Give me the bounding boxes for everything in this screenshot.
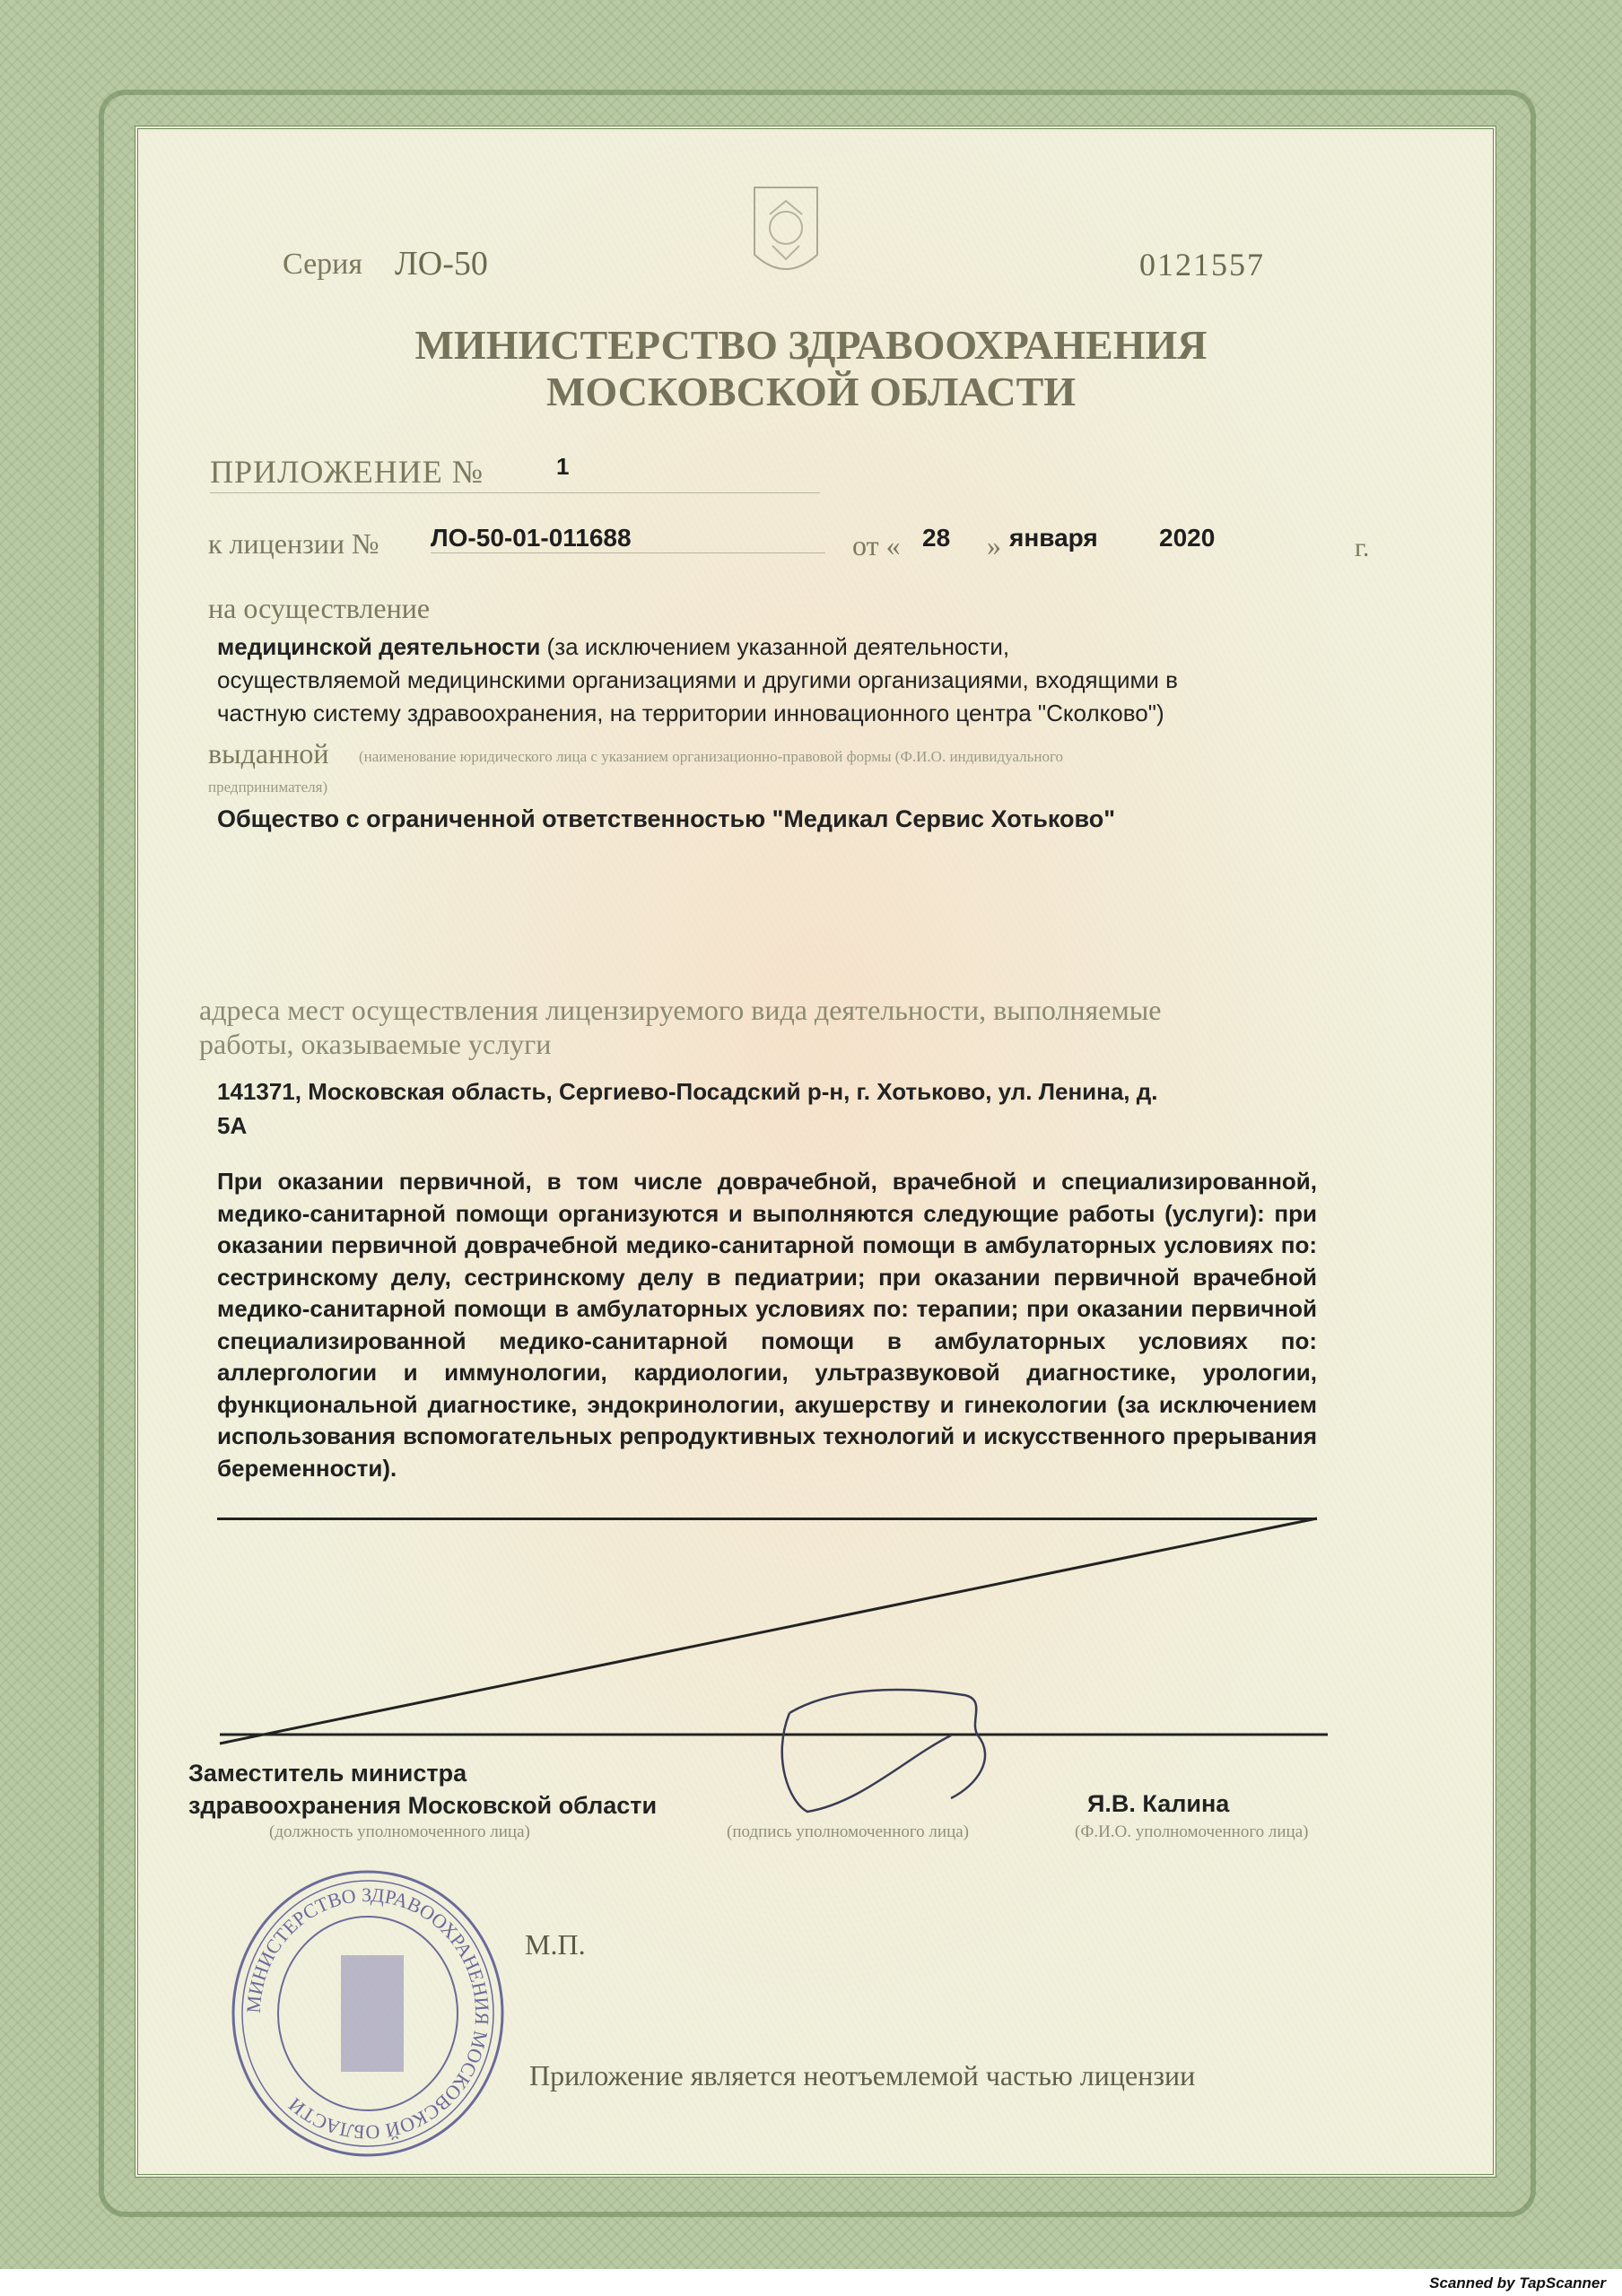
stamp-place-label: М.П. xyxy=(525,1928,586,1961)
series-label: Серия xyxy=(283,248,363,281)
ministry-title-line1: МИНИСТЕРСТВО ЗДРАВООХРАНЕНИЯ xyxy=(414,322,1208,368)
addresses-label-line2: работы, оказываемые услуги xyxy=(199,1028,552,1060)
activity-bold: медицинской деятельности xyxy=(217,633,541,660)
activity-line1: (за исключением указанной деятельности, xyxy=(540,633,1010,660)
license-from-label: от « xyxy=(852,529,901,561)
address-line2: 5А xyxy=(217,1112,248,1139)
appendix-number: 1 xyxy=(556,453,570,480)
handwritten-signature xyxy=(782,1690,985,1812)
caption-signature: (подпись уполномоченного лица) xyxy=(727,1822,970,1841)
ministry-title-line2: МОСКОВСКОЙ ОБЛАСТИ xyxy=(545,369,1077,414)
license-label: к лицензии № xyxy=(208,527,379,560)
signer-position-line1: Заместитель министра xyxy=(188,1760,467,1787)
issued-hint2: предпринимателя) xyxy=(208,778,328,796)
caption-position: (должность уполномоченного лица) xyxy=(269,1822,530,1841)
license-month: января xyxy=(1009,524,1098,552)
issued-hint: (наименование юридического лица с указанием организационно-правовой формы (Ф.И.О. индивидуального xyxy=(359,748,1064,765)
caption-name: (Ф.И.О. уполномоченного лица) xyxy=(1075,1822,1309,1841)
form-number: 0121557 xyxy=(1139,247,1265,283)
address-line1: 141371, Московская область, Сергиево-Посадский р-н, г. Хотьково, ул. Ленина, д. xyxy=(217,1078,1158,1105)
organization-name: Общество с ограниченной ответственностью "Медикал Сервис Хотьково" xyxy=(217,805,1116,832)
scanner-watermark: Scanned by TapScanner xyxy=(1429,2274,1606,2292)
license-year-suffix: г. xyxy=(1355,533,1370,562)
official-stamp xyxy=(224,1866,511,2161)
signer-name: Я.В. Калина xyxy=(1087,1790,1230,1817)
diagonal-line xyxy=(220,1518,1317,1744)
license-year: 2020 xyxy=(1159,524,1216,552)
activity-line2: осуществляемой медицинскими организациями и другими организациями, входящими в xyxy=(217,666,1178,693)
issued-label: выданной xyxy=(208,737,329,770)
signer-position-line2: здравоохранения Московской области xyxy=(188,1792,658,1819)
license-close-quote: » xyxy=(987,529,1001,561)
license-number: ЛО-50-01-011688 xyxy=(431,524,825,553)
series-value: ЛО-50 xyxy=(395,245,488,283)
activity-label: на осуществление xyxy=(208,592,431,624)
footer-note: Приложение является неотъемлемой частью лицензии xyxy=(529,2059,1196,2092)
license-day: 28 xyxy=(922,524,951,552)
stamp-coat-of-arms xyxy=(341,1955,404,2072)
appendix-label: ПРИЛОЖЕНИЕ № xyxy=(210,454,484,490)
stamp-text: МИНИСТЕРСТВО ЗДРАВООХРАНЕНИЯ МОСКОВСКОЙ ОБЛАСТИ xyxy=(241,1883,494,2144)
services-paragraph: При оказании первичной, в том числе доврачебной, врачебной и специализированной, медико-санитарной помощи организуются и выполняются следующие работы (услуги): при оказании первичной доврачебной медико-санитарной помощи в амбулаторных условиях по: сестринскому делу, сестринскому делу в педиатрии; при оказании первичной врачебной медико-санитарной помощи в амбулаторных условиях по: терапии; при оказании первичной специализированной медико-санитарной помощи в амбулаторных условиях по: аллергологии и иммунологии, кардиологии, ультразвуковой диагностике, урологии, функциональной диагностике, эндокринологии, акушерству и гинекологии (за исключением использования вспомогательных репродуктивных технологий и искусственного прерывания беременности). xyxy=(217,1168,1317,1482)
activity-line3: частную систему здравоохранения, на территории инновационного центра "Сколково") xyxy=(217,700,1164,726)
addresses-label-line1: адреса мест осуществления лицензируемого вида деятельности, выполняемые xyxy=(199,994,1162,1026)
